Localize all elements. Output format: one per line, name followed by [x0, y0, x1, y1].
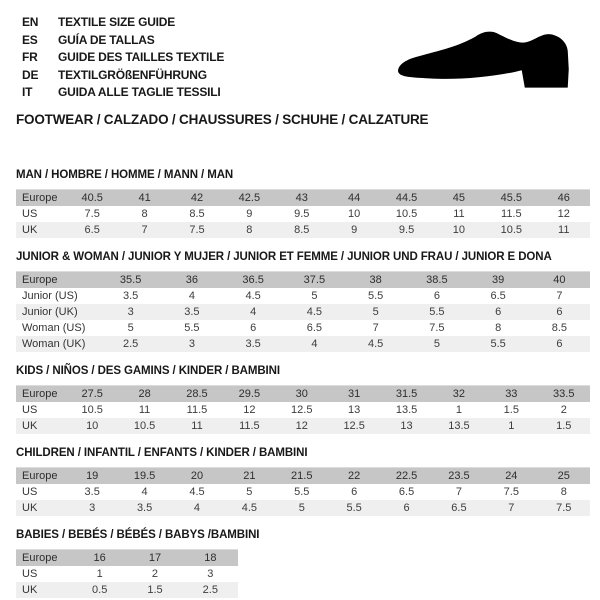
size-cell: 11 [138, 403, 151, 416]
size-cell: 11 [558, 223, 570, 236]
size-cell: 4 [193, 501, 201, 514]
man-table [16, 189, 590, 238]
size-table-babies [16, 529, 584, 598]
size-cell: 42.5 [238, 191, 261, 204]
size-cell: 6 [495, 305, 502, 318]
size-cell: 36.5 [242, 273, 264, 286]
size-cell: 1.5 [147, 583, 163, 596]
size-cell: 13.5 [395, 403, 418, 416]
kids-row-europe [16, 385, 590, 402]
row-label: US [22, 485, 38, 498]
size-cell: 3 [207, 567, 214, 580]
size-cell: 45.5 [500, 191, 523, 204]
size-cell: 0.5 [92, 583, 108, 596]
dress-shoe-icon [396, 24, 580, 98]
size-table-kids [16, 365, 584, 434]
kids-row-uk [16, 418, 590, 434]
size-cell: 3.5 [184, 305, 200, 318]
size-table-man [16, 169, 584, 238]
children-row-uk [16, 500, 590, 516]
size-cell: 21 [243, 469, 256, 482]
size-cell: 7 [508, 501, 515, 514]
row-label: Europe [22, 551, 58, 564]
table-title-junior-woman: JUNIOR & WOMAN / JUNIOR Y MUJER / JUNIOR ET FEMME / JUNIOR UND FRAU / JUNIOR E DONA [16, 250, 552, 263]
size-cell: 6.5 [490, 289, 506, 302]
table-title-children: CHILDREN / INFANTIL / ENFANTS / KINDER / BAMBINI [16, 446, 308, 459]
size-cell: 7.5 [429, 321, 445, 334]
size-cell: 5.5 [367, 289, 384, 302]
table-title-man: MAN / HOMBRE / HOMME / MANN / MAN [16, 168, 234, 181]
size-cell: 3 [127, 305, 134, 318]
size-cell: 3 [188, 337, 195, 350]
size-cell: 9 [351, 223, 358, 236]
lang-code: EN [22, 15, 39, 29]
man-row-us [16, 206, 590, 222]
junior-woman-row-europe [16, 271, 590, 288]
size-cell: 5 [246, 485, 253, 498]
size-tables [16, 169, 584, 598]
size-cell: 28 [138, 387, 151, 400]
size-cell: 46 [557, 191, 570, 204]
size-cell: 25 [557, 469, 570, 482]
junior-woman-row-woman-us- [16, 320, 590, 336]
row-label: UK [22, 583, 38, 596]
row-label: UK [22, 419, 38, 432]
size-table-children [16, 447, 584, 516]
size-cell: 8.5 [294, 223, 310, 236]
category-title: FOOTWEAR / CALZADO / CHAUSSURES / SCHUHE / CALZATURE [16, 111, 429, 127]
junior-woman-table [16, 271, 590, 352]
size-cell: 5.5 [294, 485, 310, 498]
size-cell: 6 [556, 305, 563, 318]
size-cell: 32 [452, 387, 466, 400]
size-cell: 3.5 [245, 337, 261, 350]
size-cell: 12 [243, 403, 256, 416]
size-cell: 10 [348, 207, 361, 220]
size-cell: 4 [141, 485, 148, 498]
size-cell: 5.5 [346, 501, 362, 514]
row-label: Europe [22, 191, 58, 204]
size-cell: 30 [295, 387, 308, 400]
size-cell: 7 [372, 321, 379, 334]
size-cell: 5 [127, 321, 134, 334]
babies-row-us [16, 566, 238, 582]
size-cell: 42 [190, 191, 204, 204]
size-cell: 8 [560, 485, 567, 498]
size-cell: 6.5 [84, 223, 100, 236]
row-label: Woman (US) [22, 321, 86, 334]
lang-code: IT [22, 85, 33, 100]
size-cell: 7.5 [84, 207, 100, 220]
size-cell: 4.5 [189, 485, 205, 498]
size-cell: 1.5 [556, 419, 572, 432]
size-cell: 6.5 [451, 501, 467, 514]
size-cell: 7 [455, 485, 462, 498]
size-cell: 10.5 [500, 223, 523, 236]
size-cell: 31.5 [395, 387, 418, 400]
size-cell: 45 [452, 191, 466, 204]
size-cell: 13 [400, 419, 413, 432]
size-cell: 11.5 [239, 419, 260, 432]
row-label: UK [22, 501, 38, 514]
size-cell: 12 [295, 419, 308, 432]
size-cell: 40.5 [81, 191, 103, 204]
size-cell: 12.5 [291, 403, 313, 416]
children-row-us [16, 484, 590, 500]
lang-code: DE [22, 67, 39, 82]
size-cell: 10 [86, 419, 99, 432]
row-label: UK [22, 223, 38, 236]
row-label: Woman (UK) [22, 337, 86, 350]
row-label: Europe [22, 469, 58, 482]
size-cell: 6 [250, 321, 257, 334]
size-cell: 3.5 [136, 501, 153, 514]
size-cell: 7.5 [189, 223, 205, 236]
size-cell: 1 [96, 567, 103, 580]
size-cell: 4.5 [306, 305, 323, 318]
size-cell: 44 [348, 191, 361, 204]
size-cell: 5 [298, 501, 305, 514]
children-table [16, 467, 590, 516]
size-cell: 44.5 [395, 191, 418, 204]
junior-woman-row-woman-uk- [16, 336, 590, 352]
size-cell: 41 [138, 191, 151, 204]
size-cell: 11.5 [501, 207, 522, 220]
size-cell: 4 [250, 305, 257, 318]
size-cell: 5 [433, 337, 440, 350]
size-cell: 5 [372, 305, 379, 318]
size-cell: 13 [348, 403, 361, 416]
children-row-europe [16, 467, 590, 484]
lang-label: GUÍA DE TALLAS [58, 32, 155, 47]
size-cell: 19 [86, 469, 99, 482]
size-cell: 6 [433, 289, 440, 302]
size-cell: 6 [351, 485, 358, 498]
size-cell: 12 [557, 207, 570, 220]
size-cell: 2.5 [202, 583, 218, 596]
size-cell: 6.5 [306, 321, 323, 334]
size-cell: 19.5 [133, 469, 156, 482]
row-label: US [22, 207, 38, 220]
size-cell: 6.5 [398, 485, 415, 498]
size-cell: 5.5 [429, 305, 445, 318]
size-cell: 37.5 [303, 273, 326, 286]
size-cell: 7.5 [503, 485, 519, 498]
size-cell: 38 [369, 273, 382, 286]
size-cell: 11 [453, 207, 465, 220]
lang-code: FR [22, 50, 38, 65]
size-cell: 9 [246, 207, 253, 220]
size-cell: 8.5 [551, 321, 568, 334]
row-label: Europe [22, 387, 58, 400]
lang-label: GUIDE DES TAILLES TEXTILE [58, 50, 225, 65]
size-cell: 12.5 [343, 419, 365, 432]
junior-woman-row-junior-us- [16, 288, 590, 304]
size-cell: 10.5 [395, 207, 418, 220]
row-label: US [22, 567, 38, 580]
size-cell: 6 [556, 337, 563, 350]
row-label: Europe [22, 273, 58, 286]
size-cell: 31 [348, 387, 361, 400]
size-cell: 39 [492, 273, 505, 286]
row-label: Junior (UK) [22, 305, 78, 318]
size-cell: 18 [204, 551, 217, 564]
size-cell: 4.5 [245, 289, 261, 302]
size-cell: 33.5 [553, 387, 575, 400]
size-cell: 4 [188, 289, 195, 302]
size-cell: 7.5 [556, 501, 572, 514]
size-cell: 4 [311, 337, 318, 350]
size-cell: 4.5 [241, 501, 258, 514]
size-cell: 2 [151, 567, 159, 580]
size-cell: 8 [141, 207, 148, 220]
kids-row-us [16, 402, 590, 418]
size-cell: 2.5 [122, 337, 139, 350]
table-title-kids: KIDS / NIÑOS / DES GAMINS / KINDER / BAMBINI [16, 364, 280, 377]
row-label: Junior (US) [22, 289, 78, 302]
lang-label: TEXTILGRÖßENFÜHRUNG [58, 67, 207, 82]
size-cell: 5.5 [184, 321, 200, 334]
size-cell: 8 [246, 223, 253, 236]
size-cell: 4.5 [367, 337, 384, 350]
size-cell: 1 [455, 403, 462, 416]
size-cell: 35.5 [119, 273, 142, 286]
row-label: US [22, 403, 38, 416]
size-cell: 5 [311, 289, 318, 302]
size-cell: 3.5 [122, 289, 139, 302]
size-cell: 28.5 [186, 387, 208, 400]
size-cell: 21.5 [291, 469, 313, 482]
babies-row-uk [16, 582, 238, 598]
size-cell: 1 [508, 419, 515, 432]
size-cell: 1.5 [503, 403, 519, 416]
size-cell: 11 [191, 419, 203, 432]
size-cell: 7 [141, 223, 148, 236]
size-cell: 2 [560, 403, 567, 416]
size-cell: 8 [495, 321, 502, 334]
size-cell: 3 [89, 501, 96, 514]
junior-woman-row-junior-uk- [16, 304, 590, 320]
man-row-europe [16, 189, 590, 206]
size-cell: 11.5 [186, 403, 208, 416]
size-cell: 10.5 [133, 419, 156, 432]
size-cell: 22.5 [395, 469, 418, 482]
size-cell: 23.5 [448, 469, 470, 482]
lang-label: TEXTILE SIZE GUIDE [58, 15, 176, 29]
size-cell: 27.5 [81, 387, 103, 400]
size-cell: 20 [190, 469, 204, 482]
babies-table [16, 549, 238, 598]
size-cell: 16 [93, 551, 106, 564]
babies-row-europe [16, 549, 238, 566]
size-cell: 40 [553, 273, 566, 286]
size-cell: 29.5 [238, 387, 261, 400]
size-cell: 22 [348, 469, 361, 482]
size-cell: 9.5 [398, 223, 415, 236]
size-cell: 36 [185, 273, 198, 286]
size-table-junior-woman [16, 251, 584, 352]
size-cell: 10 [452, 223, 466, 236]
table-title-babies: BABIES / BEBÉS / BÉBÉS / BABYS /BAMBINI [16, 528, 260, 541]
size-cell: 24 [505, 469, 518, 482]
size-cell: 10.5 [81, 403, 103, 416]
size-cell: 8.5 [189, 207, 205, 220]
kids-table [16, 385, 590, 434]
size-cell: 7 [556, 289, 563, 302]
size-cell: 43 [295, 191, 308, 204]
lang-label: GUIDA ALLE TAGLIE TESSILI [58, 85, 221, 100]
size-cell: 3.5 [84, 485, 100, 498]
lang-code: ES [22, 32, 38, 47]
man-row-uk [16, 222, 590, 238]
size-cell: 17 [148, 551, 162, 564]
size-cell: 5.5 [490, 337, 506, 350]
size-cell: 13.5 [448, 419, 470, 432]
size-cell: 38.5 [426, 273, 448, 286]
size-cell: 9.5 [294, 207, 310, 220]
size-cell: 33 [505, 387, 518, 400]
size-cell: 6 [403, 501, 410, 514]
